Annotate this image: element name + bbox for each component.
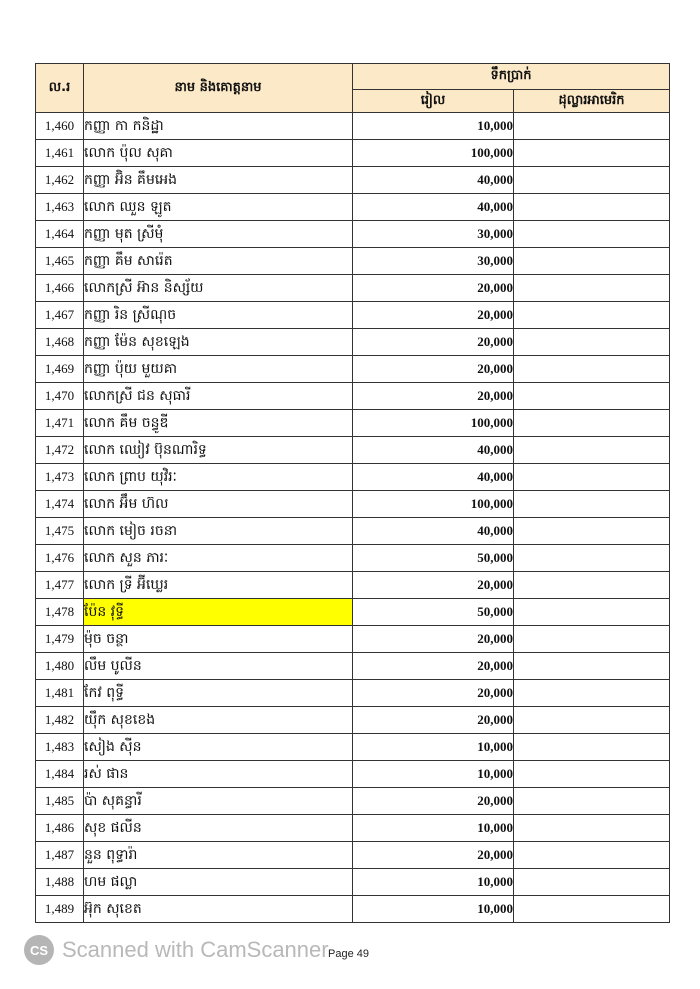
- donor-name: លោក គឹម ចន្ធូឌី: [84, 410, 353, 437]
- table-row: [36, 491, 670, 518]
- donor-name: កញ្ញា កា កនិដ្ឋា: [84, 113, 353, 140]
- donor-name: កញ្ញា ម៉ែន សុខឡេង: [84, 329, 353, 356]
- table-row: [36, 653, 670, 680]
- table-row: [36, 545, 670, 572]
- table-row: [36, 302, 670, 329]
- amount-riel: 20,000: [353, 788, 514, 815]
- row-number: 1,475: [36, 518, 84, 545]
- header-number: ល.រ: [36, 64, 84, 113]
- row-number: 1,472: [36, 437, 84, 464]
- donor-name: កែវ ពុទ្ធី: [84, 680, 353, 707]
- amount-riel: 20,000: [353, 329, 514, 356]
- donor-name: លោក ប៉ុល សុគា: [84, 140, 353, 167]
- amount-usd: [514, 680, 670, 707]
- row-number: 1,462: [36, 167, 84, 194]
- table-row: [36, 815, 670, 842]
- donor-name: លោក អ៊ឹម ហ៊ល: [84, 491, 353, 518]
- donor-name: កញ្ញា គឹម សារ៉េត: [84, 248, 353, 275]
- amount-riel: 100,000: [353, 410, 514, 437]
- amount-usd: [514, 410, 670, 437]
- row-number: 1,477: [36, 572, 84, 599]
- donor-name: សៀង ស៊ីន: [84, 734, 353, 761]
- amount-riel: 50,000: [353, 545, 514, 572]
- amount-riel: 40,000: [353, 167, 514, 194]
- row-number: 1,471: [36, 410, 84, 437]
- table-row: [36, 140, 670, 167]
- table-row: [36, 410, 670, 437]
- table-row: [36, 464, 670, 491]
- amount-riel: 100,000: [353, 140, 514, 167]
- row-number: 1,483: [36, 734, 84, 761]
- amount-usd: [514, 896, 670, 923]
- donor-name: ប៉ែន វុទ្ធី: [84, 599, 353, 626]
- table-row: [36, 194, 670, 221]
- row-number: 1,485: [36, 788, 84, 815]
- row-number: 1,468: [36, 329, 84, 356]
- row-number: 1,480: [36, 653, 84, 680]
- row-number: 1,467: [36, 302, 84, 329]
- donor-name: កញ្ញា រិន ស្រីណុច: [84, 302, 353, 329]
- row-number: 1,478: [36, 599, 84, 626]
- watermark-text: Scanned with CamScanner: [62, 937, 329, 962]
- donor-name: សុខ ផលីន: [84, 815, 353, 842]
- header-usd: ដុល្លារអាមេរិក: [514, 90, 670, 113]
- amount-riel: 40,000: [353, 194, 514, 221]
- amount-riel: 40,000: [353, 437, 514, 464]
- donor-name: ម៉ុច ចន្ថា: [84, 626, 353, 653]
- amount-riel: 100,000: [353, 491, 514, 518]
- donor-name: រស់ ផាន: [84, 761, 353, 788]
- row-number: 1,460: [36, 113, 84, 140]
- row-number: 1,473: [36, 464, 84, 491]
- donor-name: លោក សួន ភារៈ: [84, 545, 353, 572]
- header-riel: រៀល: [353, 90, 514, 113]
- amount-usd: [514, 734, 670, 761]
- amount-riel: 20,000: [353, 383, 514, 410]
- donor-name: លោក ឈៀវ ប៊ុនណារិទ្ធ: [84, 437, 353, 464]
- amount-riel: 10,000: [353, 869, 514, 896]
- donor-name: ប៉ា សុគន្ធារី: [84, 788, 353, 815]
- camscanner-logo-icon: CS: [24, 935, 54, 965]
- amount-riel: 20,000: [353, 842, 514, 869]
- camscanner-watermark: [24, 934, 329, 966]
- amount-riel: 50,000: [353, 599, 514, 626]
- table-body: [36, 113, 670, 923]
- table-row: [36, 842, 670, 869]
- amount-usd: [514, 545, 670, 572]
- amount-riel: 10,000: [353, 113, 514, 140]
- amount-usd: [514, 248, 670, 275]
- amount-usd: [514, 491, 670, 518]
- row-number: 1,489: [36, 896, 84, 923]
- amount-riel: 40,000: [353, 464, 514, 491]
- row-number: 1,488: [36, 869, 84, 896]
- amount-usd: [514, 572, 670, 599]
- amount-usd: [514, 869, 670, 896]
- row-number: 1,470: [36, 383, 84, 410]
- amount-riel: 10,000: [353, 815, 514, 842]
- amount-usd: [514, 761, 670, 788]
- amount-riel: 30,000: [353, 248, 514, 275]
- amount-usd: [514, 842, 670, 869]
- donor-name: កញ្ញា មុត ស្រីមុំ: [84, 221, 353, 248]
- donor-name: កញ្ញា អ៊ិន គឹមអេង: [84, 167, 353, 194]
- amount-usd: [514, 356, 670, 383]
- donor-name: នួន ពុទ្ធារ៉ា: [84, 842, 353, 869]
- row-number: 1,481: [36, 680, 84, 707]
- amount-usd: [514, 599, 670, 626]
- amount-usd: [514, 275, 670, 302]
- donor-name: កញ្ញា ប៉ុយ មួយគា: [84, 356, 353, 383]
- table-row: [36, 788, 670, 815]
- header-amount: ទឹកប្រាក់: [353, 64, 670, 90]
- table-row: [36, 437, 670, 464]
- donor-name: អ៊ុក សុខេត: [84, 896, 353, 923]
- table-row: [36, 599, 670, 626]
- donor-name: លោក ទ្រី អ៊ីឃ្លេរ: [84, 572, 353, 599]
- donation-table: [35, 63, 670, 923]
- amount-usd: [514, 167, 670, 194]
- row-number: 1,482: [36, 707, 84, 734]
- donor-name: លោក ព្រាប យុវិរៈ: [84, 464, 353, 491]
- amount-usd: [514, 302, 670, 329]
- amount-riel: 20,000: [353, 572, 514, 599]
- row-number: 1,476: [36, 545, 84, 572]
- donor-name: លោក មៀច រចនា: [84, 518, 353, 545]
- amount-riel: 20,000: [353, 680, 514, 707]
- row-number: 1,466: [36, 275, 84, 302]
- table-row: [36, 167, 670, 194]
- amount-riel: 20,000: [353, 653, 514, 680]
- amount-usd: [514, 140, 670, 167]
- row-number: 1,474: [36, 491, 84, 518]
- amount-usd: [514, 653, 670, 680]
- amount-riel: 20,000: [353, 356, 514, 383]
- amount-usd: [514, 464, 670, 491]
- table-row: [36, 221, 670, 248]
- amount-usd: [514, 788, 670, 815]
- amount-riel: 10,000: [353, 896, 514, 923]
- amount-usd: [514, 329, 670, 356]
- amount-riel: 40,000: [353, 518, 514, 545]
- table-row: [36, 680, 670, 707]
- table-row: [36, 518, 670, 545]
- donor-name: លោកស្រី ជន សុធារី: [84, 383, 353, 410]
- page-number: Page 49: [328, 948, 369, 960]
- table-row: [36, 275, 670, 302]
- row-number: 1,463: [36, 194, 84, 221]
- header-name: នាម និងគោត្តនាម: [84, 64, 353, 113]
- donor-name: លោក ឈួន ឡូត: [84, 194, 353, 221]
- amount-usd: [514, 437, 670, 464]
- donor-name: លោកស្រី អ៊ាន និស្ស័យ: [84, 275, 353, 302]
- amount-riel: 20,000: [353, 707, 514, 734]
- amount-riel: 10,000: [353, 734, 514, 761]
- amount-usd: [514, 383, 670, 410]
- row-number: 1,479: [36, 626, 84, 653]
- amount-usd: [514, 518, 670, 545]
- amount-riel: 10,000: [353, 761, 514, 788]
- table-row: [36, 869, 670, 896]
- table-row: [36, 383, 670, 410]
- amount-usd: [514, 626, 670, 653]
- table-row: [36, 707, 670, 734]
- row-number: 1,486: [36, 815, 84, 842]
- row-number: 1,487: [36, 842, 84, 869]
- donor-name: យ៉ឹក សុខខេង: [84, 707, 353, 734]
- amount-riel: 20,000: [353, 626, 514, 653]
- donor-name: ហម ផល្លា: [84, 869, 353, 896]
- table-row: [36, 329, 670, 356]
- table-row: [36, 626, 670, 653]
- amount-usd: [514, 113, 670, 140]
- row-number: 1,461: [36, 140, 84, 167]
- row-number: 1,469: [36, 356, 84, 383]
- amount-riel: 30,000: [353, 221, 514, 248]
- table-row: [36, 113, 670, 140]
- table-row: [36, 572, 670, 599]
- table-row: [36, 248, 670, 275]
- amount-usd: [514, 815, 670, 842]
- table-row: [36, 356, 670, 383]
- table-row: [36, 734, 670, 761]
- amount-usd: [514, 194, 670, 221]
- table-row: [36, 761, 670, 788]
- donor-name: លឹម បូលីន: [84, 653, 353, 680]
- table-row: [36, 896, 670, 923]
- amount-usd: [514, 221, 670, 248]
- amount-riel: 20,000: [353, 275, 514, 302]
- row-number: 1,465: [36, 248, 84, 275]
- row-number: 1,464: [36, 221, 84, 248]
- amount-usd: [514, 707, 670, 734]
- amount-riel: 20,000: [353, 302, 514, 329]
- row-number: 1,484: [36, 761, 84, 788]
